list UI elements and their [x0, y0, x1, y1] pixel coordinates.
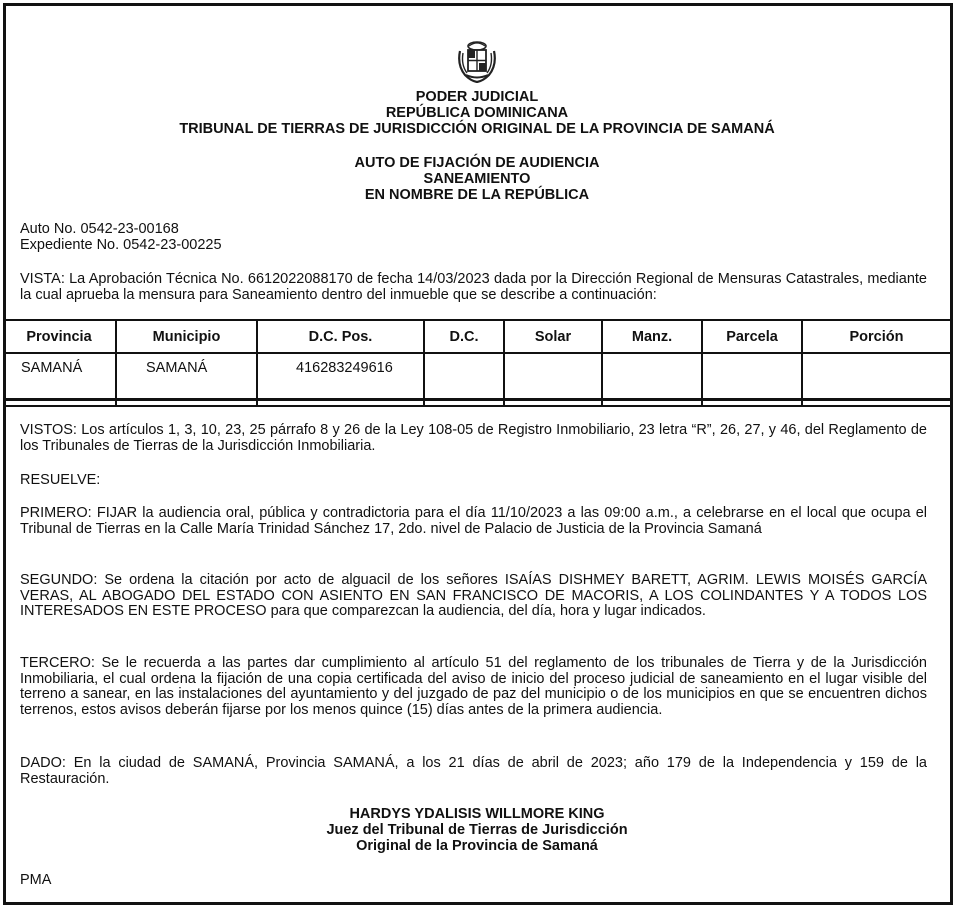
col-parcela: Parcela — [702, 320, 802, 353]
coat-of-arms-seal — [456, 37, 498, 83]
col-solar: Solar — [504, 320, 602, 353]
header-republica: REPÚBLICA DOMINICANA — [385, 105, 569, 121]
col-dc-pos: D.C. Pos. — [257, 320, 424, 353]
header-poder-judicial: PODER JUDICIAL — [415, 89, 539, 105]
col-dc: D.C. — [424, 320, 504, 353]
auto-number: Auto No. 0542-23-00168 — [20, 221, 179, 237]
cell-provincia: SAMANÁ — [3, 353, 116, 406]
vistos-paragraph: VISTOS: Los artículos 1, 3, 10, 23, 25 párrafo 8 y 26 de la Ley 108-05 de Registro Inmobiliario, 23 letra “R”, 26, 27, y 46, del Reglamento de los Tribunales de Tierras de la Jurisdicción Inmobiliaria. — [20, 422, 927, 454]
document-invocation: EN NOMBRE DE LA REPÚBLICA — [364, 187, 590, 203]
col-porcion: Porción — [802, 320, 950, 353]
cell-dc-pos: 416283249616 — [257, 353, 424, 406]
vista-paragraph: VISTA: La Aprobación Técnica No. 6612022088170 de fecha 14/03/2023 dada por la Dirección Regional de Mensuras Catastrales, mediante la cual aprueba la mensura para Saneamiento dentro del inmueble que se describe a continuación: — [20, 271, 927, 303]
resuelve-heading: RESUELVE: — [20, 472, 101, 488]
parcel-table — [3, 319, 950, 407]
judge-title-line1: Juez del Tribunal de Tierras de Jurisdicción — [326, 822, 628, 838]
dado-paragraph: DADO: En la ciudad de SAMANÁ, Provincia SAMANÁ, a los 21 días de abril de 2023; año 179 de la Independencia y 159 de la Restauración. — [20, 755, 927, 787]
primero-paragraph: PRIMERO: FIJAR la audiencia oral, pública y contradictoria para el día 11/10/2023 a las 09:00 a.m., a celebrarse en el local que ocupa el Tribunal de Tierras en la Calle María Trinidad Sánchez 17, 2do. nivel de Palacio de Justicia de la Provincia Samaná — [20, 505, 927, 537]
segundo-paragraph: SEGUNDO: Se ordena la citación por acto de alguacil de los señores ISAÍAS DISHMEY BARETT, AGRIM. LEWIS MOISÉS GARCÍA VERAS, AL ABOGADO DEL ESTADO CON ASIENTO EN SAN FRANCISCO DE MACORIS, A LOS COLINDANTES Y A TODOS LOS INTERESADOS EN ESTE PROCESO para que comparezcan la audiencia, del día, hora y lugar indicados. — [20, 572, 927, 619]
expediente-number: Expediente No. 0542-23-00225 — [20, 237, 222, 253]
col-municipio: Municipio — [116, 320, 257, 353]
section-divider — [3, 398, 950, 401]
col-provincia: Provincia — [3, 320, 116, 353]
tercero-paragraph: TERCERO: Se le recuerda a las partes dar cumplimiento al artículo 51 del reglamento de los tribunales de Tierra y de la Jurisdicción Inmobiliaria, el cual ordena la fijación de una copia certificada del aviso de inicio del proceso judicial de saneamiento en el lugar visible del terreno a sanear, en las instalaciones del ayuntamiento y del juzgado de paz del municipio o de los municipios en que se encuentren dichos terrenos, estos avisos deberán fijarse por los menos quince (15) días antes de la primera audiencia. — [20, 655, 927, 718]
cell-municipio: SAMANÁ — [116, 353, 257, 406]
document-subtitle: SANEAMIENTO — [423, 171, 531, 187]
table-header-row — [3, 320, 950, 353]
judge-name: HARDYS YDALISIS WILLMORE KING — [349, 806, 605, 822]
judge-title-line2: Original de la Provincia de Samaná — [356, 838, 598, 854]
initials: PMA — [20, 872, 52, 888]
document-title: AUTO DE FIJACIÓN DE AUDIENCIA — [354, 155, 600, 171]
header-tribunal: TRIBUNAL DE TIERRAS DE JURISDICCIÓN ORIGINAL DE LA PROVINCIA DE SAMANÁ — [179, 121, 775, 137]
col-manz: Manz. — [602, 320, 702, 353]
